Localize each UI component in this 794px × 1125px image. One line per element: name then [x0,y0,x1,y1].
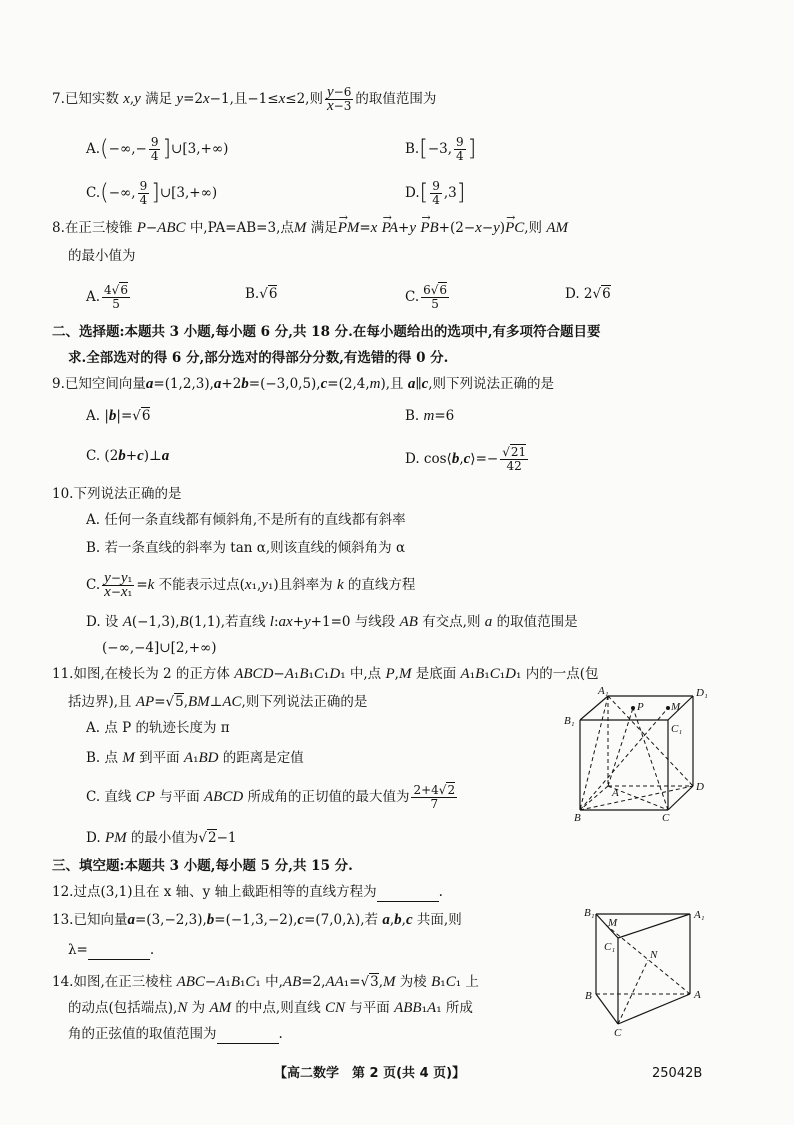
cube-figure [558,682,718,822]
label-d1: D₁ [696,687,708,699]
edge-c-a [618,994,690,1024]
section2-heading: 二、选择题:本题共 3 小题,每小题 6 分,共 18 分.在每小题给出的选项中,有多项符合题目要 [52,324,601,340]
q9-stem: 9.已知空间向量a=(1,2,3),a+2b=(−3,0,5),c=(2,4,m),且 a∥c,则下列说法正确的是 [52,376,555,392]
q7-option-d: D.[ $\frac{9}{4}$ ,3] [405,179,466,207]
section2-heading-line2: 求.全部选对的得 6 分,部分选对的得部分分数,有选错的得 0 分. [68,350,449,366]
q9-option-d: D. cos⟨b,c⟩=− $\frac{√21}{42}$ [405,445,527,473]
q11-stem-line1: 11.如图,在棱长为 2 的正方体 ABCD−A₁B₁C₁D₁ 中,点 P,M 是底面 A₁B₁C₁D₁ 内的一点(包 [52,666,599,682]
edge-a1-b1 [580,696,608,720]
q8-stem-line1: 8.在正三棱锥 P−ABC 中,PA=AB=3,点M 满足→ PM=x → PA+y → PB+(2−x−y)→ PC,则 AM [52,218,568,238]
q7-stem: 7.已知实数 x,y 满足 y=2x−1,且−1≤x≤2,则 $\frac{y-6}{x-3}$ 的取值范围为 [52,84,437,114]
section3-heading: 三、填空题:本题共 3 小题,每小题 5 分,共 15 分. [52,858,353,874]
q13-line2: λ= . [68,942,155,958]
q9-option-b: B. m=6 [405,408,455,424]
q12-answer-blank[interactable] [377,887,439,902]
q11-option-a: A. 点 P 的轨迹长度为 π [86,720,230,736]
page-footer-code: 25042B [652,1066,703,1081]
q14-stem-line1: 14.如图,在正三棱柱 ABC−A₁B₁C₁ 中,AB=2,AA₁=√3,M 为棱 B₁C₁ 上 [52,974,479,990]
q10-option-d: D. 设 A(−1,3),B(1,1),若直线 l:ax+y+1=0 与线段 AB 有交点,则 a 的取值范围是 [86,614,578,630]
q10-stem: 10.下列说法正确的是 [52,486,182,502]
q10-option-b: B. 若一条直线的斜率为 tan α,则该直线的倾斜角为 α [86,540,406,556]
q8-option-d: D. 2√6 [565,286,611,302]
q7-option-b: B.[−3, $\frac{9}{4}$ ] [405,135,477,163]
q11-option-c: C. 直线 CP 与平面 ABCD 所成角的正切值的最大值为 $\frac{2+4√2}{7}$ [86,783,456,811]
edge-c-d [668,786,693,810]
q8-stem-line2: 的最小值为 [68,248,136,264]
q13-stem: 13.已知向量a=(3,−2,3),b=(−1,3,−2),c=(7,0,λ),若 a,b,c 共面,则 [52,912,462,928]
label-m: M [608,917,618,929]
segment-a1-b [580,696,608,810]
label-b: B [574,812,581,822]
label-m: M [671,701,681,713]
q14-stem-line3: 角的正弦值的取值范围为 . [68,1026,283,1042]
q9-option-c: C. (2b+c)⊥a [86,448,170,464]
q8-option-b: B.√6 [245,286,278,302]
segment-b-m [580,708,668,810]
prism-figure [582,906,712,1038]
edge-c1-a1 [618,914,690,938]
edge-b-c [596,994,618,1024]
point-m [666,706,670,710]
q14-answer-blank[interactable] [217,1029,279,1044]
label-a1: A₁ [694,909,705,921]
label-b: B [585,990,592,1002]
label-c1: C₁ [671,723,683,735]
q8-option-a: A. $\frac{4√6}{5}$ [86,283,128,311]
label-b1: B₁ [584,907,595,919]
q10-option-a: A. 任何一条直线都有倾斜角,不是所有的直线都有斜率 [86,512,406,528]
segment-c-n [618,960,648,1024]
segment-b-d [580,786,693,810]
label-c: C [614,1027,622,1038]
q8-option-c: C. $\frac{6√6}{5}$ [405,283,448,311]
label-c1: C₁ [604,941,616,953]
edge-a-b [580,786,608,810]
q13-answer-blank[interactable] [88,945,150,960]
q10-option-c: C. $\frac{\text{y−y₁}}{\text{x−x₁}}$ =k 不能表示过点(x₁,y₁)且斜率为 k 的直线方程 [86,570,416,600]
q7-option-a: A.(−∞,− $\frac{9}{4}$ ]∪[3,+∞) [86,135,229,163]
q11-option-d: D. PM 的最小值为√2−1 [86,830,237,846]
label-a: A [612,787,619,799]
label-a: A [694,989,701,1001]
label-b1: B₁ [564,715,575,727]
label-n: N [650,949,658,961]
q12: 12.过点(3,1)且在 x 轴、y 轴上截距相等的直线方程为 . [52,884,443,900]
point-p [631,706,635,710]
label-c: C [662,812,670,822]
label-d: D [696,781,704,793]
page-footer-subject: 【高二数学 第 2 页(共 4 页)】 [274,1066,466,1081]
q9-option-a: A. |b|=√6 [86,408,151,424]
q7-option-c: C.(−∞, $\frac{9}{4}$ ]∪[3,+∞) [86,179,218,207]
q10-option-d-line2: (−∞,−4]∪[2,+∞) [102,640,217,656]
label-p: P [637,701,644,713]
q11-stem-line2: 括边界),且 AP=√5,BM⊥AC,则下列说法正确的是 [68,694,368,710]
segment-a1-d [608,696,693,786]
q11-option-b: B. 点 M 到平面 A₁BD 的距离是定值 [86,750,304,766]
q14-stem-line2: 的动点(包括端点),N 为 AM 的中点,则直线 CN 与平面 ABB₁A₁ 所成 [68,1000,473,1016]
label-a1: A₁ [598,685,609,697]
